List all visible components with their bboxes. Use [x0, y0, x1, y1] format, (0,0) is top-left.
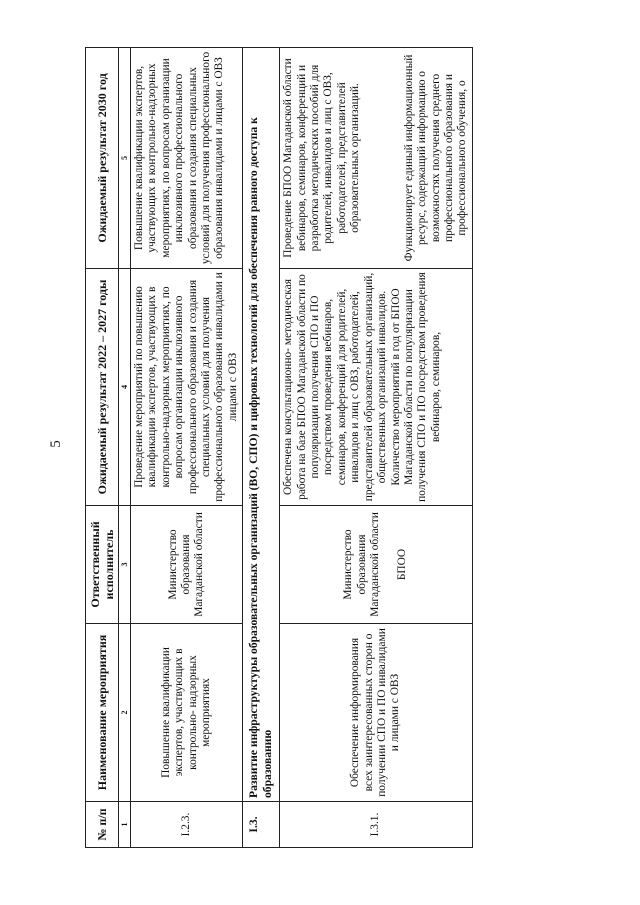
col-header-result-2030: Ожидаемый результат 2030 год — [86, 48, 119, 269]
table-row — [280, 48, 472, 848]
result-2030-cell — [280, 48, 472, 269]
col-header-result-2022: Ожидаемый результат 2022 – 2027 годы — [86, 269, 119, 506]
result-2022-cell — [280, 269, 472, 506]
col-number: 2 — [119, 624, 131, 802]
row-number: I.2.3. — [131, 802, 243, 848]
measure-name: Обеспечение информирования всех заинтересованных сторон о получении СПО и ПО инвалидами и лицами с ОВЗ — [280, 624, 472, 802]
measure-name: Повышение квалификации экспертов, участвующих в контрольно- надзорных мероприятиях — [131, 624, 243, 802]
col-number: 4 — [119, 269, 131, 506]
rotated-table-container — [85, 48, 595, 848]
col-number: 3 — [119, 506, 131, 624]
col-number: 1 — [119, 802, 131, 848]
result-2030-part-a: Проведение БПОО Магаданской области вебинаров, семинаров, конференций и разработка методических пособий для родителей, инвалидов и лиц с ОВЗ, работодателей, представителей образовательных организаций. — [282, 58, 362, 258]
row-number: I.3.1. — [280, 802, 472, 848]
col-header-num: № п/п — [86, 802, 119, 848]
table-header-row — [86, 48, 119, 848]
result-2030: Повышение квалификации экспертов, участвующих в контрольно-надзорных мероприятиях, по вопросам организации инклюзивного профессионального образования и создания специальных условий для получения профессионального образования инвалидами и лицами с ОВЗ — [131, 48, 243, 269]
result-2030-part-b: Функционирует единый информационный ресурс, содержащий информацию о возможностях получения среднего профессионального образования и профессионального обучения, о — [402, 54, 469, 262]
result-2022-part-a: Обеспечена консультационно- методическая работа на базе БПОО Магаданской области по популяризации получения СПО и ПО посредством проведения вебинаров, семинаров, конференций для родителей, инвалидов и лиц с ОВЗ, работодателей, представителей образовательных организаций, общественных организаций инвалидов. — [282, 272, 389, 502]
table-row — [131, 48, 243, 848]
measures-table — [85, 47, 473, 848]
section-row — [243, 48, 280, 848]
executor-bpoo: БПОО — [396, 548, 409, 581]
col-header-executor: Ответственный исполнитель — [86, 506, 119, 624]
section-number: I.3. — [243, 802, 280, 848]
executor-ministry: Министерство образования Магаданской области — [342, 512, 381, 617]
result-2022-part-b: Количество мероприятий в год от БПОО Магаданской области по популяризации получения СПО и ПО посредством проведения вебинаров, семинаров, — [389, 272, 442, 502]
column-number-row — [119, 48, 131, 848]
page-number: 5 — [47, 440, 64, 448]
executor: Министерство образования Магаданской области — [131, 506, 243, 624]
section-title: Развитие инфраструктуры образовательных организаций (ВО, СПО) и цифровых технологий для обеспечения равного доступа к образованию — [243, 48, 280, 802]
col-header-name: Наименование мероприятия — [86, 624, 119, 802]
executor-cell — [280, 506, 472, 624]
result-2022: Проведение мероприятий по повышению квалификации экспертов, участвующих в контрольно-надзорных мероприятиях, по вопросам организации инклюзивного профессионального образования и создания специальных условий для получения профессионального образования инвалидами и лицами с ОВЗ — [131, 269, 243, 506]
col-number: 5 — [119, 48, 131, 269]
